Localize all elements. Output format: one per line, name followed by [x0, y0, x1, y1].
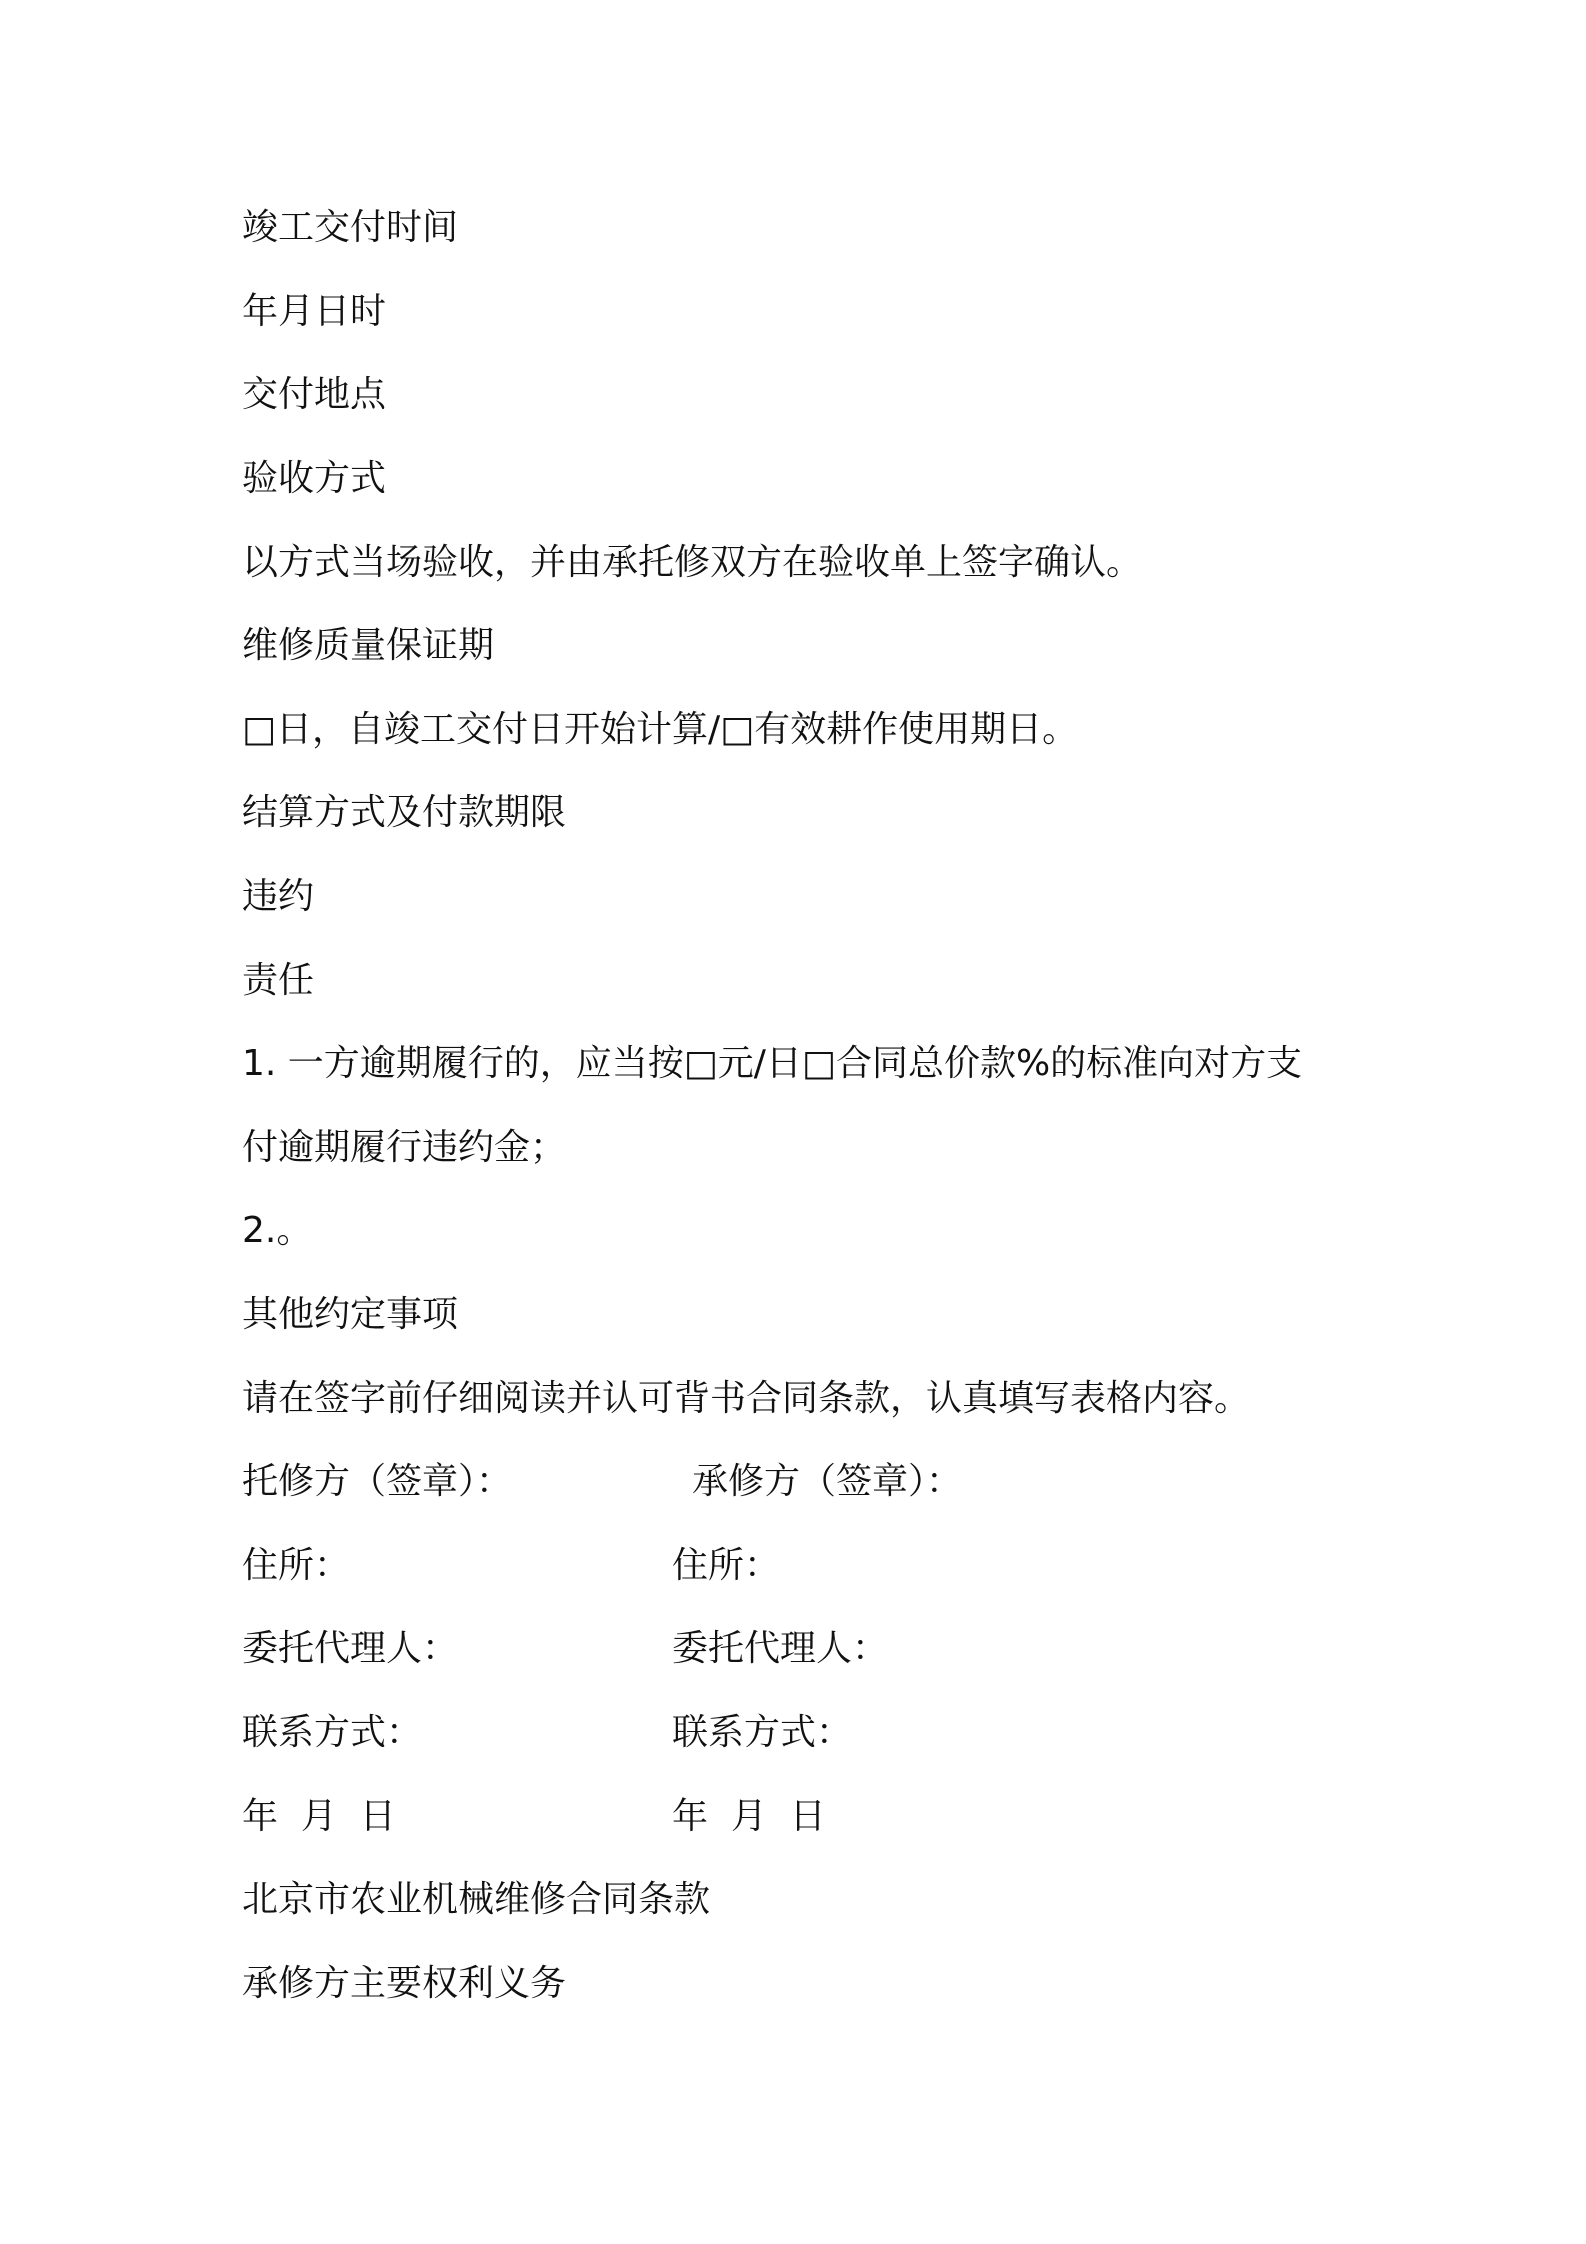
- liability-clause-2: 2.。: [242, 1210, 313, 1251]
- repairer-rights-heading: 承修方主要权利义务: [242, 1963, 567, 2004]
- client-date-label: 年 月 日: [242, 1796, 396, 1837]
- repairer-agent-label: 委托代理人：: [672, 1628, 889, 1669]
- client-party-label: 托修方（签章）：: [242, 1461, 513, 1502]
- heading-delivery-place: 交付地点: [242, 374, 387, 415]
- liability-clause-1: 1. 一方逾期履行的，应当按□元/日□合同总价款%的标准向对方支: [242, 1043, 1303, 1084]
- repairer-date-label: 年 月 日: [672, 1796, 826, 1837]
- signature-address-row: [242, 1544, 1342, 1588]
- heading-completion-time: 竣工交付时间: [242, 207, 459, 248]
- contract-terms-title: 北京市农业机械维修合同条款: [242, 1879, 711, 1920]
- repairer-contact-label: 联系方式：: [672, 1712, 853, 1753]
- date-time-line: 年月日时: [242, 291, 387, 332]
- signing-notice: 请在签字前仔细阅读并认可背书合同条款，认真填写表格内容。: [242, 1378, 1251, 1419]
- acceptance-method-text: 以方式当场验收，并由承托修双方在验收单上签字确认。: [242, 542, 1143, 583]
- heading-warranty-period: 维修质量保证期: [242, 625, 495, 666]
- heading-settlement: 结算方式及付款期限: [242, 792, 567, 833]
- warranty-period-text: □日，自竣工交付日开始计算/□有效耕作使用期日。: [242, 709, 1079, 750]
- repairer-address-label: 住所：: [672, 1545, 781, 1586]
- heading-liability: 责任: [242, 960, 315, 1001]
- heading-other-matters: 其他约定事项: [242, 1294, 459, 1335]
- client-address-label: 住所：: [242, 1545, 351, 1586]
- liability-clause-1-cont: 付逾期履行违约金；: [242, 1127, 567, 1168]
- signature-party-row: [242, 1460, 1342, 1504]
- client-contact-label: 联系方式：: [242, 1712, 423, 1753]
- signature-contact-row: [242, 1711, 1342, 1755]
- signature-agent-row: [242, 1627, 1342, 1671]
- heading-acceptance-method: 验收方式: [242, 458, 387, 499]
- signature-date-row: [242, 1795, 1342, 1839]
- repairer-party-label: 承修方（签章）：: [692, 1461, 963, 1502]
- heading-breach: 违约: [242, 876, 315, 917]
- client-agent-label: 委托代理人：: [242, 1628, 459, 1669]
